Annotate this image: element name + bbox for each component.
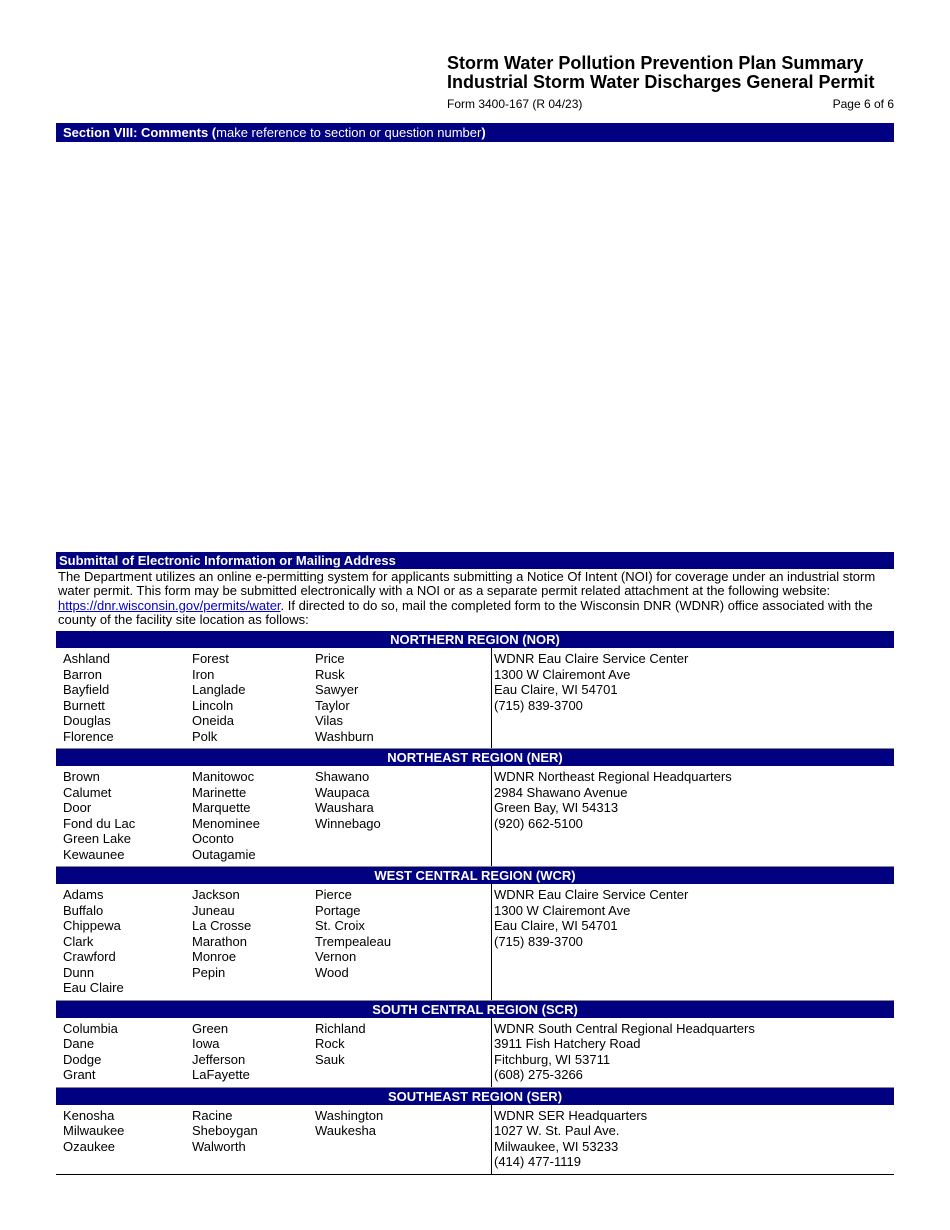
address-line: (920) 662-5100 [494, 815, 583, 831]
address-line: 1027 W. St. Paul Ave. [494, 1123, 620, 1138]
county-name: Forest [192, 651, 229, 666]
county-column-1 [56, 1018, 192, 1087]
address-line: 1300 W Clairemont Ave [494, 666, 631, 682]
county-name: Pierce [315, 887, 352, 902]
address-line: (414) 477-1119 [494, 1154, 581, 1169]
county-column-3 [315, 766, 491, 866]
address-line: 3911 Fish Hatchery Road [494, 1036, 641, 1051]
county-name: Portage [315, 902, 361, 918]
county-name: Sheboygan [192, 1123, 258, 1138]
address-line: Eau Claire, WI 54701 [494, 682, 618, 697]
county-name: Langlade [192, 682, 246, 697]
form-meta-line [447, 97, 894, 111]
submittal-instructions [58, 570, 894, 627]
form-number: Form 3400-167 (R 04/23) [447, 97, 583, 111]
office-address [491, 884, 894, 1000]
county-name: Clark [63, 933, 94, 949]
county-name: Lincoln [192, 697, 234, 713]
county-column-3 [315, 1018, 491, 1087]
section8-label-close: ) [481, 125, 486, 140]
county-name: Florence [63, 728, 114, 744]
county-name: Dane [63, 1036, 95, 1051]
office-address [491, 766, 894, 866]
county-name: Jackson [192, 887, 240, 902]
county-column-3 [315, 884, 491, 1000]
section8-label-normal: make reference to section or question number [216, 125, 482, 140]
county-name: Douglas [63, 713, 111, 728]
address-line: Fitchburg, WI 53711 [494, 1051, 611, 1067]
address-line: WDNR Northeast Regional Headquarters [494, 769, 732, 784]
address-line: Milwaukee, WI 53233 [494, 1138, 619, 1154]
county-column-2 [192, 1105, 315, 1174]
address-line: (715) 839-3700 [494, 933, 583, 949]
form-header [447, 54, 894, 111]
county-name: Rusk [315, 666, 345, 682]
submittal-heading: Submittal of Electronic Information or Mailing Address [56, 552, 894, 569]
county-name: Menominee [192, 815, 260, 831]
county-name: Barron [63, 666, 103, 682]
region-heading: NORTHEAST REGION (NER) [56, 749, 894, 766]
section8-label-bold: Section VIII: Comments ( [63, 125, 217, 140]
county-name: Price [315, 651, 345, 666]
address-line: Green Bay, WI 54313 [494, 800, 619, 815]
county-name: Marquette [192, 800, 251, 815]
instructions-text-end: . If directed to do so, mail the completed form to the Wisconsin DNR (WDNR) office associated with the county of the facility site location as follows: [58, 597, 873, 627]
county-name: Door [63, 800, 92, 815]
page-number: Page 6 of 6 [832, 97, 894, 111]
county-name: Fond du Lac [63, 815, 136, 831]
address-line: (715) 839-3700 [494, 697, 583, 713]
county-name: Juneau [192, 902, 235, 918]
county-name: Green [192, 1020, 229, 1036]
county-name: Waupaca [315, 784, 370, 800]
county-name: Waukesha [315, 1123, 376, 1138]
permits-website-link[interactable]: https://dnr.wisconsin.gov/permits/water [58, 597, 281, 613]
county-name: Washington [315, 1107, 384, 1123]
county-name: Monroe [192, 949, 237, 964]
county-name: Waushara [315, 800, 374, 815]
county-name: Shawano [315, 769, 370, 784]
county-column-1 [56, 1105, 192, 1174]
region-body [56, 1105, 894, 1174]
county-name: Pepin [192, 964, 226, 980]
county-name: Milwaukee [63, 1123, 125, 1138]
county-name: Racine [192, 1107, 233, 1123]
county-name: Rock [315, 1036, 345, 1051]
address-line: WDNR Eau Claire Service Center [494, 887, 689, 902]
county-column-1 [56, 766, 192, 866]
office-address [491, 648, 894, 748]
county-name: Outagamie [192, 846, 256, 862]
county-name: Burnett [63, 697, 105, 713]
address-line: 1300 W Clairemont Ave [494, 902, 631, 918]
county-name: Dodge [63, 1051, 102, 1067]
county-name: Jefferson [192, 1051, 246, 1067]
comments-field[interactable] [56, 142, 894, 550]
county-name: Marathon [192, 933, 247, 949]
address-line: WDNR SER Headquarters [494, 1107, 648, 1123]
region-heading: SOUTHEAST REGION (SER) [56, 1088, 894, 1105]
county-name: Ashland [63, 651, 110, 666]
county-column-3 [315, 1105, 491, 1174]
region-body [56, 1018, 894, 1088]
instructions-text-start: The Department utilizes an online e-permitting system for applicants submitting a Notice Of Intent (NOI) for coverage under an industrial storm water permit. This form may be submitted electronically with a NOI or as a separate permit related attachment at the following website: [58, 569, 876, 599]
region-body [56, 766, 894, 867]
county-column-3 [315, 648, 491, 748]
county-name: St. Croix [315, 918, 365, 933]
form-title-line2: Industrial Storm Water Discharges General Permit [447, 72, 875, 92]
address-line: Eau Claire, WI 54701 [494, 918, 618, 933]
region-heading: SOUTH CENTRAL REGION (SCR) [56, 1001, 894, 1018]
address-line: 2984 Shawano Avenue [494, 784, 628, 800]
county-name: Iowa [192, 1036, 220, 1051]
county-name: Walworth [192, 1138, 246, 1154]
county-name: Calumet [63, 784, 112, 800]
county-column-2 [192, 648, 315, 748]
county-name: Columbia [63, 1020, 118, 1036]
county-name: Iron [192, 666, 215, 682]
county-name: Eau Claire [63, 980, 124, 995]
county-name: Oneida [192, 713, 234, 728]
county-column-2 [192, 766, 315, 866]
county-name: Marinette [192, 784, 247, 800]
section8-heading [56, 123, 894, 142]
county-name: Manitowoc [192, 769, 255, 784]
office-address [491, 1018, 894, 1087]
region-heading: NORTHERN REGION (NOR) [56, 631, 894, 648]
county-name: Chippewa [63, 918, 121, 933]
county-column-2 [192, 884, 315, 1000]
county-name: Buffalo [63, 902, 104, 918]
county-name: Vernon [315, 949, 357, 964]
county-name: Richland [315, 1020, 366, 1036]
office-address [491, 1105, 894, 1174]
form-title-line1: Storm Water Pollution Prevention Plan Summary [447, 53, 864, 73]
county-name: Crawford [63, 949, 116, 964]
county-name: Taylor [315, 697, 350, 713]
county-name: Bayfield [63, 682, 110, 697]
county-name: Grant [63, 1067, 96, 1082]
county-name: LaFayette [192, 1067, 250, 1082]
county-name: Ozaukee [63, 1138, 116, 1154]
county-name: Sawyer [315, 682, 359, 697]
region-body [56, 884, 894, 1001]
county-name: Winnebago [315, 815, 381, 831]
county-name: Dunn [63, 964, 95, 980]
county-name: Green Lake [63, 831, 131, 846]
county-name: Sauk [315, 1051, 345, 1067]
regions-table [56, 631, 894, 1175]
address-line: WDNR South Central Regional Headquarters [494, 1020, 755, 1036]
county-name: Polk [192, 728, 218, 744]
county-name: Adams [63, 887, 104, 902]
address-line: WDNR Eau Claire Service Center [494, 651, 689, 666]
county-name: La Crosse [192, 918, 252, 933]
county-name: Oconto [192, 831, 234, 846]
county-column-2 [192, 1018, 315, 1087]
county-name: Kewaunee [63, 846, 125, 862]
region-body [56, 648, 894, 749]
county-name: Brown [63, 769, 100, 784]
county-name: Washburn [315, 728, 374, 744]
county-column-1 [56, 648, 192, 748]
address-line: (608) 275-3266 [494, 1067, 583, 1082]
county-name: Vilas [315, 713, 343, 728]
county-column-1 [56, 884, 192, 1000]
region-heading: WEST CENTRAL REGION (WCR) [56, 867, 894, 884]
county-name: Trempealeau [315, 933, 392, 949]
county-name: Kenosha [63, 1107, 115, 1123]
county-name: Wood [315, 964, 349, 980]
